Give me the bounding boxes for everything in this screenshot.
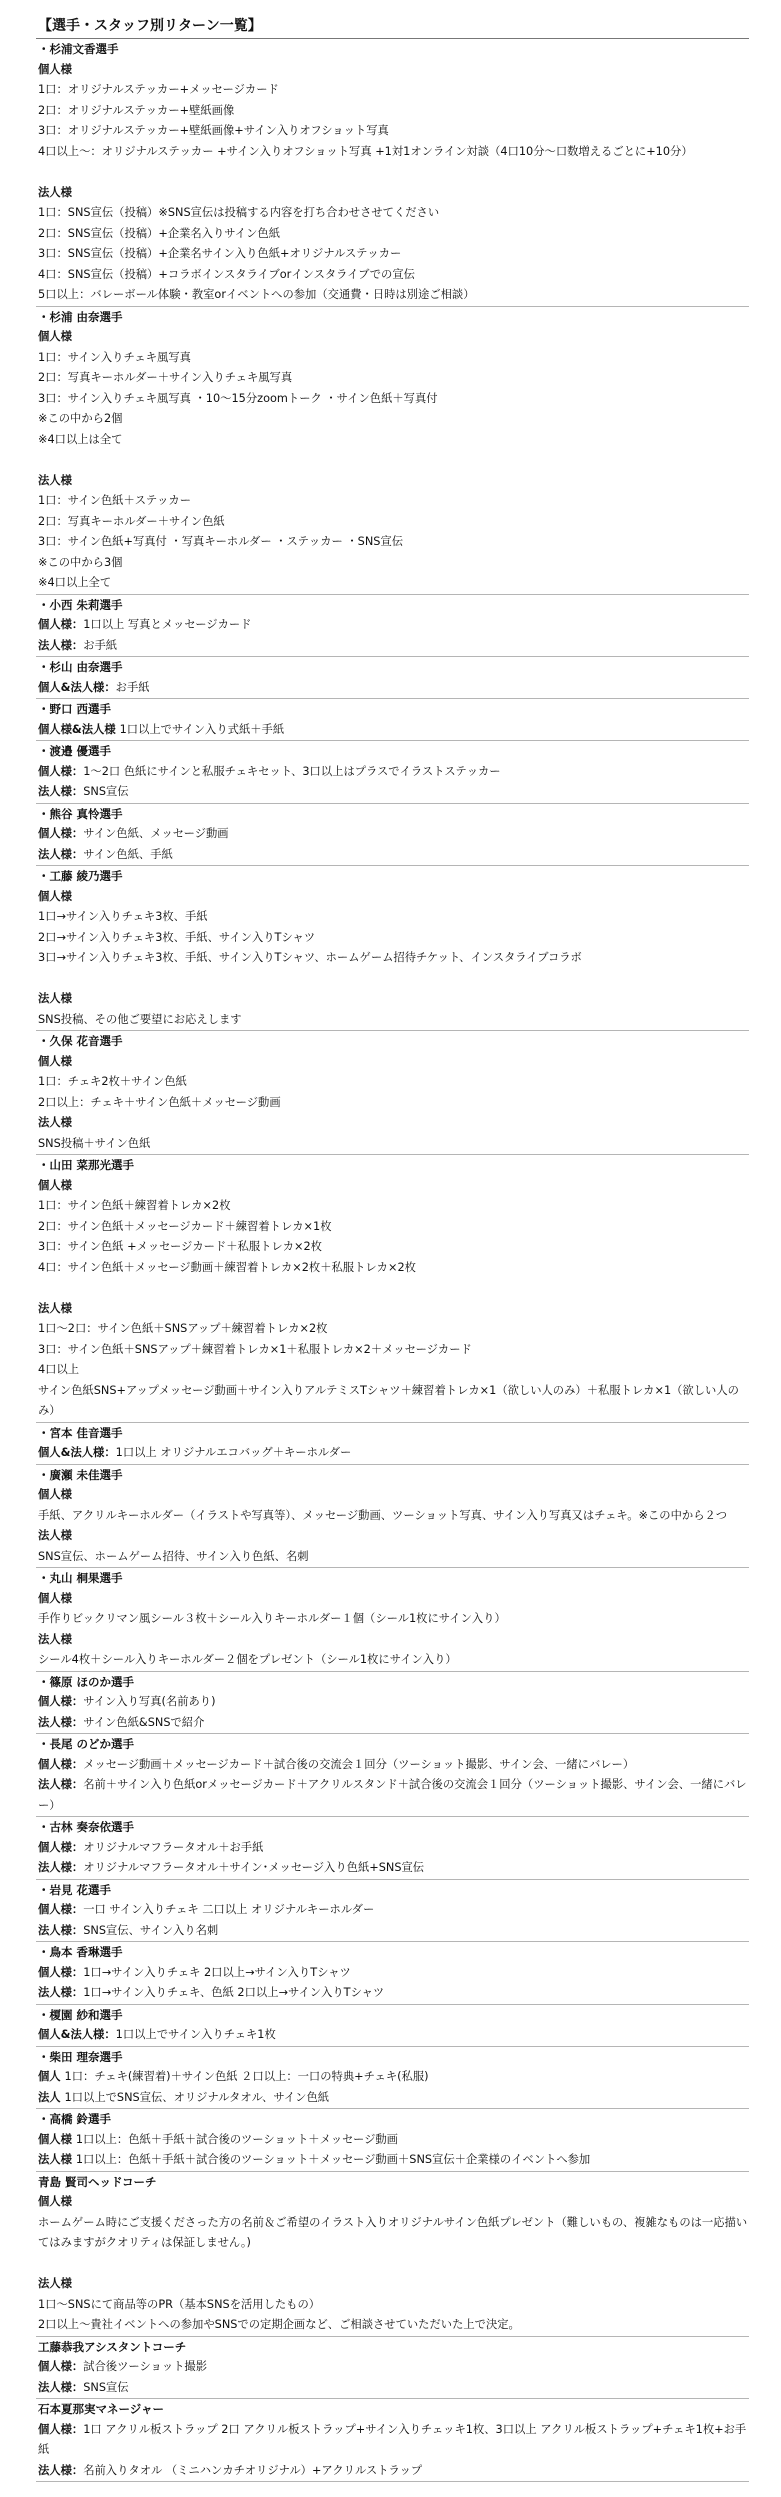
member-section [36,1155,749,1423]
return-line: 4口以上～：オリジナルステッカー +サイン入りオフショット写真 +1対1オンライン対談（4口10分〜口数増えるごとに+10分） [38,144,693,158]
tier-label: 法人様： [38,785,84,798]
return-line [38,1692,749,1713]
return-line: 2口：写真キーホルダー＋サイン入りチェキ風写真 [38,371,293,384]
tier-label: 個人様&法人様 [38,722,120,736]
section-title: ・岩見 花選手 [38,1882,112,1897]
return-line [38,1858,749,1879]
return-line: SNS宣伝、ホームゲーム招待、サイン入り色紙、名刺 [38,1549,309,1563]
member-section [36,1672,749,1735]
return-text: 名前入りタオル （ミニハンカチオリジナル）+アクリルストラップ [83,2463,423,2477]
section-title: ・小西 朱莉選手 [38,597,123,612]
return-line: 1口：サイン入りチェキ風写真 [38,350,191,364]
section-title: ・柴田 理奈選手 [38,2049,123,2064]
return-line: ※この中から3個 [38,555,123,569]
member-section [36,595,749,658]
return-line [38,1443,749,1464]
member-section [36,866,749,1031]
tier-label: 法人様： [38,2463,84,2477]
return-line [38,1838,749,1859]
member-section [36,741,749,804]
return-text: お手紙 [83,638,118,652]
return-text: オリジナルマフラータオル＋サイン･メッセージ入り色紙+SNS宣伝 [83,1861,425,1874]
section-title: ・廣瀬 未佳選手 [38,1467,123,1482]
return-text: サイン色紙、手紙 [83,847,173,861]
section-title: ・古林 奏奈依選手 [38,1820,135,1834]
customer-type-label: 法人様 [38,473,72,487]
return-text: 1口以上 写真とメッセージカード [83,618,252,631]
tier-label: 個人様 [38,2132,76,2146]
member-section [36,2399,749,2482]
section-title: 石本夏那実マネージャー [38,2402,165,2416]
blank-line [38,162,749,183]
member-section [36,657,749,699]
customer-type-label: 法人様 [38,185,72,199]
section-title: ・山田 菜那光選手 [38,1158,135,1172]
return-line [38,845,749,866]
return-line [38,1963,749,1984]
blank-line [38,969,749,990]
return-line [38,762,749,783]
return-line: シール4枚＋シール入りキーホルダー２個をプレゼント（シール1枚にサイン入り） [38,1653,457,1666]
tier-label: 個人様： [38,2422,84,2436]
customer-type-label: 個人様 [38,62,72,76]
return-text: お手紙 [115,680,150,694]
return-line [38,2461,749,2482]
return-line [38,615,749,636]
return-line: 3口：SNS宣伝（投稿）+企業名サイン入り色紙+オリジナルステッカー [38,247,402,260]
member-section [36,2337,749,2400]
return-line [38,678,749,699]
return-line: ※4口以上は全て [38,432,123,446]
return-text: 1口以上：色紙＋手紙＋試合後のツーショット＋メッセージ動画 [75,2132,398,2146]
return-line [38,2150,749,2171]
member-section [36,307,749,595]
customer-type-label: 個人様 [38,889,72,903]
return-line: 4口：サイン色紙＋メッセージ動画＋練習着トレカ×2枚＋私服トレカ×2枚 [38,1260,416,1274]
return-line [38,720,749,741]
customer-type-label: 個人様 [38,1591,72,1605]
return-text: サイン色紙&SNSで紹介 [83,1715,205,1729]
return-line: 2口以上〜貴社イベントへの参加やSNSでの定期企画など、ご相談させていただいた上で決定。 [38,2318,520,2331]
return-line: 1口〜SNSにて商品等のPR（基本SNSを活用したもの） [38,2297,321,2311]
return-text: オリジナルマフラータオル＋お手紙 [83,1840,264,1854]
customer-type-label: 個人様 [38,330,72,343]
tier-label: 個人様： [38,764,84,778]
return-line [38,2130,749,2151]
tier-label: 法人様 [38,2153,76,2166]
return-line: 2口：オリジナルステッカー+壁紙画像 [38,103,235,117]
section-title: ・篠原 ほのか選手 [38,1674,135,1689]
tier-label: 個人&法人様： [38,2028,116,2041]
return-text: SNS宣伝、サイン入り名刺 [83,1923,219,1937]
section-title: ・熊谷 真怜選手 [38,806,123,821]
return-line [38,1755,749,1776]
return-line [38,2378,749,2399]
member-section [36,1817,749,1880]
return-line: 3口：サイン色紙＋SNSアップ＋練習着トレカ×1＋私服トレカ×2＋メッセージカード [38,1342,472,1356]
tier-label: 法人様： [38,1861,84,1874]
return-line: 手紙、アクリルキーホルダー（イラストや写真等）、メッセージ動画、ツーショット写真、サイン入り写真又はチェキ。※この中から２つ [38,1508,728,1522]
tier-label: 法人 [38,2090,65,2104]
return-text: 1口以上でサイン入りチェキ1枚 [115,2028,276,2041]
return-line: ※4口以上全て [38,576,112,589]
tier-label: 個人様： [38,1840,84,1854]
customer-type-label: 個人様 [38,2195,72,2208]
page-title: 【選手・スタッフ別リターン一覧】 [36,14,749,39]
tier-label: 法人様： [38,638,84,652]
customer-type-label: 法人様 [38,1116,72,1129]
tier-label: 法人様： [38,1923,84,1937]
return-text: SNS宣伝 [83,785,129,798]
member-section [36,1423,749,1465]
return-line [38,2088,749,2109]
return-text: サイン色紙、メッセージ動画 [83,827,229,840]
tier-label: 個人&法人様： [38,1446,116,1459]
blank-line [38,2254,749,2275]
return-line: 2口：サイン色紙＋メッセージカード＋練習着トレカ×1枚 [38,1219,332,1233]
return-line [38,2357,749,2378]
member-section [36,39,749,307]
section-title: ・野口 西選手 [38,702,112,716]
return-line: 2口→サイン入りチェキ3枚、手紙、サイン入りTシャツ [38,930,316,944]
return-text: 1口以上 オリジナルエコバッグ＋キーホルダー [115,1446,352,1459]
section-title: ・久保 花音選手 [38,1034,123,1048]
return-line: 5口以上：バレーボール体験・教室orイベントへの参加（交通費・日時は別途ご相談） [38,288,475,301]
return-line [38,1921,749,1942]
return-line: 3口：サイン入りチェキ風写真 ・10〜15分zoomトーク ・サイン色紙＋写真付 [38,391,438,405]
return-line [38,1900,749,1921]
return-line: 1口：サイン色紙＋ステッカー [38,494,192,507]
blank-line [38,1278,749,1299]
return-text: 1口以上でサイン入り式紙＋手紙 [119,722,285,736]
tier-label: 個人様： [38,1695,84,1708]
section-title: ・杉浦 由奈選手 [38,309,123,324]
member-section [36,1465,749,1569]
section-title: ・高橋 鈴選手 [38,2112,112,2126]
return-text: サイン入り写真(名前あり) [83,1695,216,1708]
return-text: 1口→サイン入りチェキ、色紙 2口以上→サイン入りTシャツ [83,1986,385,1999]
return-line: SNS投稿、その他ご要望にお応えします [38,1012,242,1026]
blank-line [38,450,749,471]
return-line: 1口：オリジナルステッカー+メッセージカード [38,83,279,96]
return-line: 手作りビックリマン風シール３枚＋シール入りキーホルダー１個（シール1枚にサイン入り） [38,1612,506,1625]
section-title: ・宮本 佳音選手 [38,1425,123,1440]
return-line [38,1713,749,1734]
return-line: 2口：SNS宣伝（投稿）+企業名入りサイン色紙 [38,226,280,240]
return-line: 1口〜2口：サイン色紙＋SNSアップ＋練習着トレカ×2枚 [38,1322,328,1335]
sections-container [36,39,749,2482]
tier-label: 法人様： [38,1715,84,1729]
return-line: サイン色紙SNS+アップメッセージ動画＋サイン入りアルテミスTシャツ＋練習着トレカ×1（欲しい人のみ）＋私服トレカ×1（欲しい人のみ） [38,1383,739,1417]
tier-label: 個人&法人様： [38,680,116,694]
member-section [36,2047,749,2110]
section-title: ・長尾 のどか選手 [38,1737,135,1751]
customer-type-label: 法人様 [38,1529,72,1542]
member-section [36,1880,749,1943]
return-list-document [36,0,749,2482]
tier-label: 法人様： [38,1778,84,1791]
section-title: ・杉山 由奈選手 [38,660,123,674]
return-line: 3口→サイン入りチェキ3枚、手紙、サイン入りTシャツ、ホームゲーム招待チケット、インスタライブコラボ [38,951,582,964]
return-text: 1〜2口 色紙にサインと私服チェキセット、3口以上はプラスでイラストステッカー [83,764,501,778]
section-title: ・杉浦文香選手 [38,42,119,56]
return-text: 1口以上：色紙＋手紙＋試合後のツーショット＋メッセージ動画＋SNS宣伝＋企業様のイベントへ参加 [75,2153,591,2166]
customer-type-label: 法人様 [38,2277,72,2290]
tier-label: 個人様： [38,2360,84,2373]
tier-label: 個人様： [38,618,84,631]
section-title: ・榎園 紗和選手 [38,2007,123,2022]
tier-label: 法人様： [38,847,84,861]
return-line: 2口以上：チェキ＋サイン色紙＋メッセージ動画 [38,1095,281,1109]
return-line: ホームゲーム時にご支援くださった方の名前＆ご希望のイラスト入りオリジナルサイン色紙プレゼント（難しいもの、複雑なものは一応描いてはみますがクオリティは保証しません。) [38,2215,748,2249]
return-text: メッセージ動画＋メッセージカード＋試合後の交流会１回分（ツーショット撮影、サイン会、一緒にバレー） [83,1757,635,1771]
return-text: SNS宣伝 [83,2380,129,2394]
return-line [38,1775,749,1816]
customer-type-label: 個人様 [38,1054,72,1068]
return-text: 一口 サイン入りチェキ 二口以上 オリジナルキーホルダー [83,1903,375,1916]
customer-type-label: 個人様 [38,1178,72,1192]
return-line [38,2420,749,2461]
return-line: ※この中から2個 [38,412,123,425]
return-line: 3口：オリジナルステッカー+壁紙画像+サイン入りオフショット写真 [38,124,389,137]
return-line: 4口以上 [38,1363,80,1376]
return-line [38,782,749,803]
tier-label: 個人様： [38,1965,84,1979]
return-line: 1口：SNS宣伝（投稿）※SNS宣伝は投稿する内容を打ち合わせさせてください [38,206,440,219]
section-title: 工藤恭我アシスタントコーチ [38,2339,187,2354]
return-line [38,2025,749,2046]
section-title: 青島 賢司ヘッドコーチ [38,2174,157,2189]
member-section [36,1942,749,2005]
return-line: 1口：サイン色紙＋練習着トレカ×2枚 [38,1199,231,1212]
return-line [38,2067,749,2088]
member-section [36,699,749,741]
return-line: 3口：サイン色紙+写真付 ・写真キーホルダー ・ステッカー ・SNS宣伝 [38,535,404,548]
section-title: ・鳥本 香琳選手 [38,1945,123,1959]
return-line: SNS投稿＋サイン色紙 [38,1136,151,1150]
section-title: ・渡邉 優選手 [38,744,112,758]
customer-type-label: 法人様 [38,992,72,1005]
return-line [38,1983,749,2004]
section-title: ・工藤 綾乃選手 [38,869,123,883]
tier-label: 個人 [38,2070,65,2083]
return-line: 1口→サイン入りチェキ3枚、手紙 [38,910,208,923]
tier-label: 法人様： [38,2380,84,2394]
member-section [36,1031,749,1155]
return-line: 2口：写真キーホルダー＋サイン色紙 [38,514,225,528]
member-section [36,1734,749,1817]
member-section [36,2005,749,2047]
return-text: 1口 アクリル板ストラップ 2口 アクリル板ストラップ+サイン入りチェッキ1枚、3口以上 アクリル板ストラップ+チェキ1枚+お手紙 [38,2422,747,2456]
return-line: 3口：サイン色紙 +メッセージカード＋私服トレカ×2枚 [38,1240,322,1253]
return-line [38,824,749,845]
tier-label: 法人様： [38,1986,84,1999]
customer-type-label: 法人様 [38,1632,72,1646]
return-text: 名前＋サイン入り色紙orメッセージカード＋アクリルスタンド＋試合後の交流会１回分（ツーショット撮影、サイン会、一緒にバレー） [38,1778,747,1812]
member-section [36,804,749,867]
section-title: ・丸山 桐果選手 [38,1571,123,1585]
customer-type-label: 個人様 [38,1488,72,1501]
tier-label: 個人様： [38,1903,84,1916]
return-text: 試合後ツーショット撮影 [83,2360,208,2373]
return-text: 1口→サイン入りチェキ 2口以上→サイン入りTシャツ [83,1965,351,1979]
tier-label: 個人様： [38,827,84,840]
customer-type-label: 法人様 [38,1301,72,1315]
return-text: 1口以上でSNS宣伝、オリジナルタオル、サイン色紙 [64,2090,330,2104]
tier-label: 個人様： [38,1757,84,1771]
member-section [36,2172,749,2337]
member-section [36,1568,749,1672]
return-line: 4口：SNS宣伝（投稿）+コラボインスタライブorインスタライブでの宣伝 [38,267,415,281]
return-text: 1口：チェキ(練習着)＋サイン色紙 ２口以上：一口の特典+チェキ(私服) [64,2070,429,2083]
return-line [38,636,749,657]
member-section [36,2109,749,2172]
return-line: 1口：チェキ2枚＋サイン色紙 [38,1075,187,1088]
